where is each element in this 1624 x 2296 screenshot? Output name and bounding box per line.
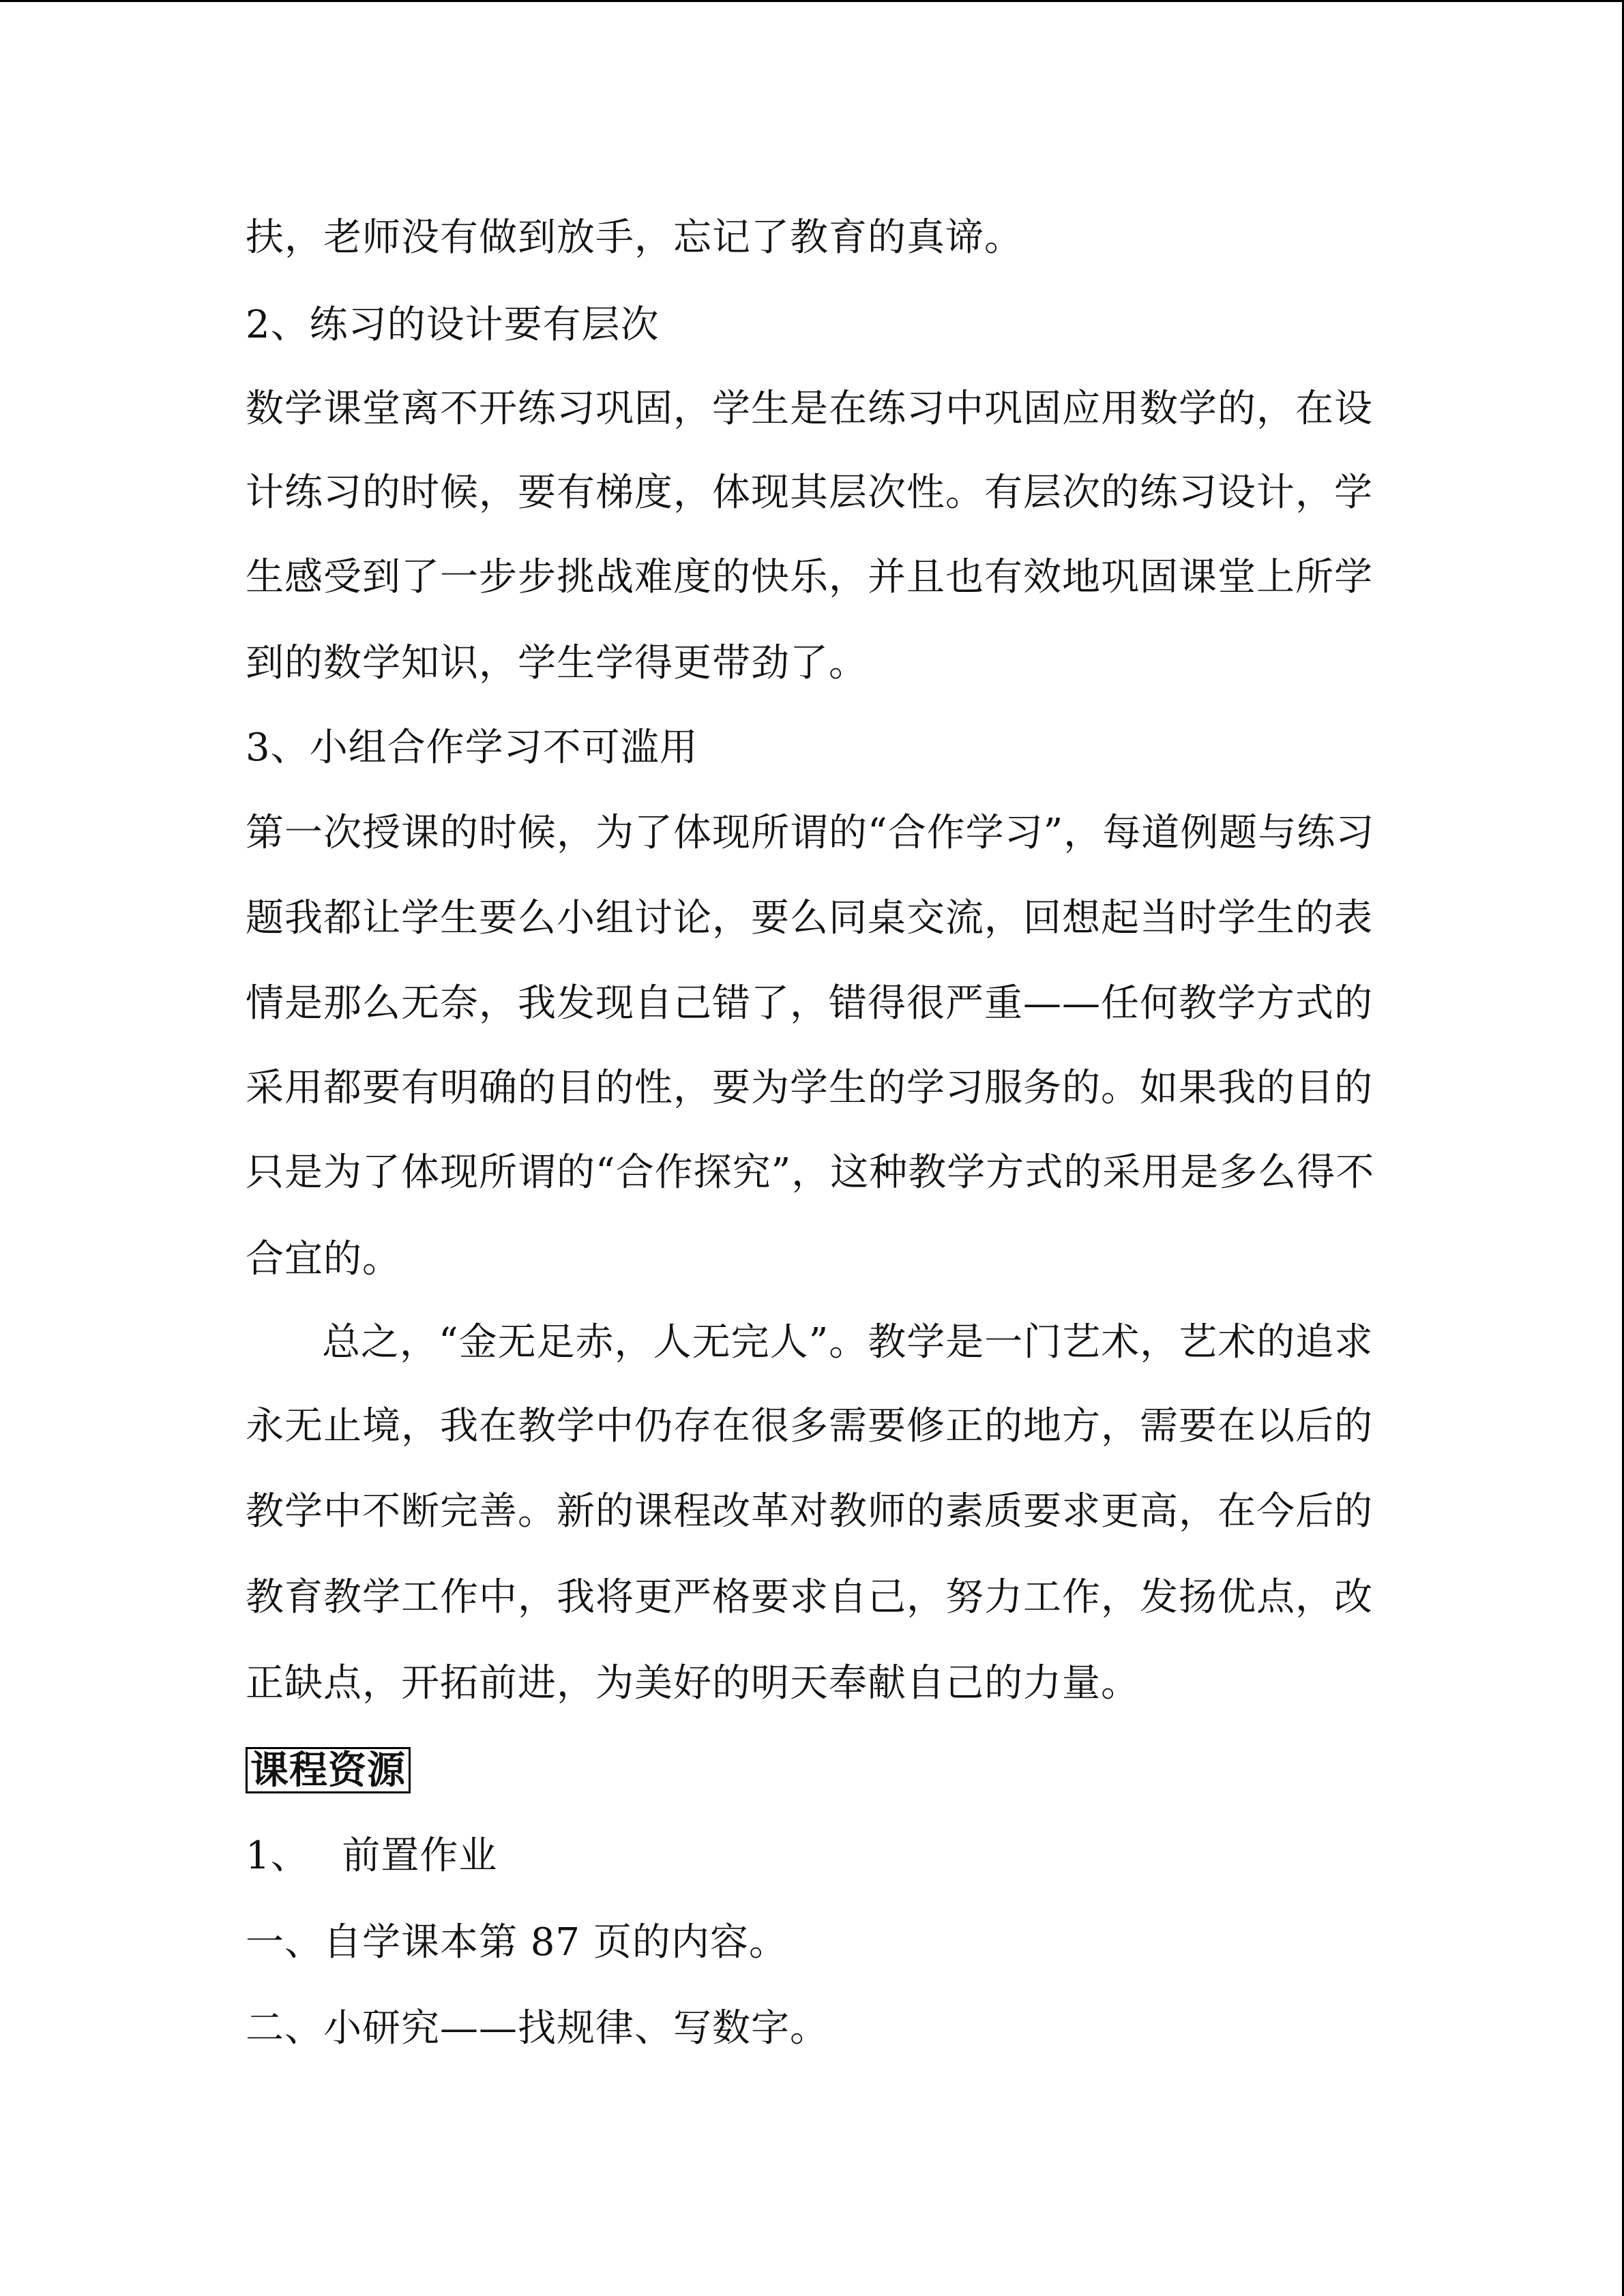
paragraph-line: 合宜的。 <box>246 1237 401 1281</box>
paragraph-line: 情是那么无奈，我发现自己错了，错得很严重——任何教学方式的 <box>246 981 1373 1026</box>
resource-heading-row <box>246 1747 411 1793</box>
list-item: 一、自学课本第 87 页的内容。 <box>246 1920 788 1965</box>
paragraph-line: 题我都让学生要么小组讨论，要么同桌交流，回想起当时学生的表 <box>246 896 1373 940</box>
section-heading-practice: 2、练习的设计要有层次 <box>246 303 660 347</box>
paragraph-line: 教育教学工作中，我将更严格要求自己，努力工作，发扬优点，改 <box>246 1575 1373 1620</box>
conclusion-line: 总之，“金无足赤，人无完人”。教学是一门艺术，艺术的追求 <box>322 1320 1374 1365</box>
paragraph-line: 到的数学知识，学生学得更带劲了。 <box>246 641 868 685</box>
paragraph-line: 采用都要有明确的目的性，要为学生的学习服务的。如果我的目的 <box>246 1066 1373 1110</box>
paragraph-line: 第一次授课的时候，为了体现所谓的“合作学习”，每道例题与练习 <box>246 811 1375 855</box>
paragraph-line: 扶，老师没有做到放手，忘记了教育的真谛。 <box>246 215 1023 260</box>
paragraph-line: 教学中不断完善。新的课程改革对教师的素质要求更高，在今后的 <box>246 1489 1373 1534</box>
paragraph-line: 数学课堂离不开练习巩固，学生是在练习中巩固应用数学的，在设 <box>246 387 1373 431</box>
section-heading-group-work: 3、小组合作学习不可滥用 <box>246 726 698 770</box>
resource-heading: 课程资源 <box>246 1747 411 1793</box>
list-item: 1、 前置作业 <box>246 1834 498 1878</box>
paragraph-line: 只是为了体现所谓的“合作探究”，这种教学方式的采用是多么得不 <box>246 1150 1375 1195</box>
paragraph-line: 计练习的时候，要有梯度，体现其层次性。有层次的练习设计，学 <box>246 471 1373 515</box>
paragraph-line: 生感受到了一步步挑战难度的快乐，并且也有效地巩固课堂上所学 <box>246 555 1373 599</box>
list-item: 二、小研究——找规律、写数字。 <box>246 2006 829 2051</box>
paragraph-line: 永无止境，我在教学中仍存在很多需要修正的地方，需要在以后的 <box>246 1404 1373 1448</box>
paragraph-line: 正缺点，开拓前进，为美好的明天奉献自己的力量。 <box>246 1661 1140 1705</box>
